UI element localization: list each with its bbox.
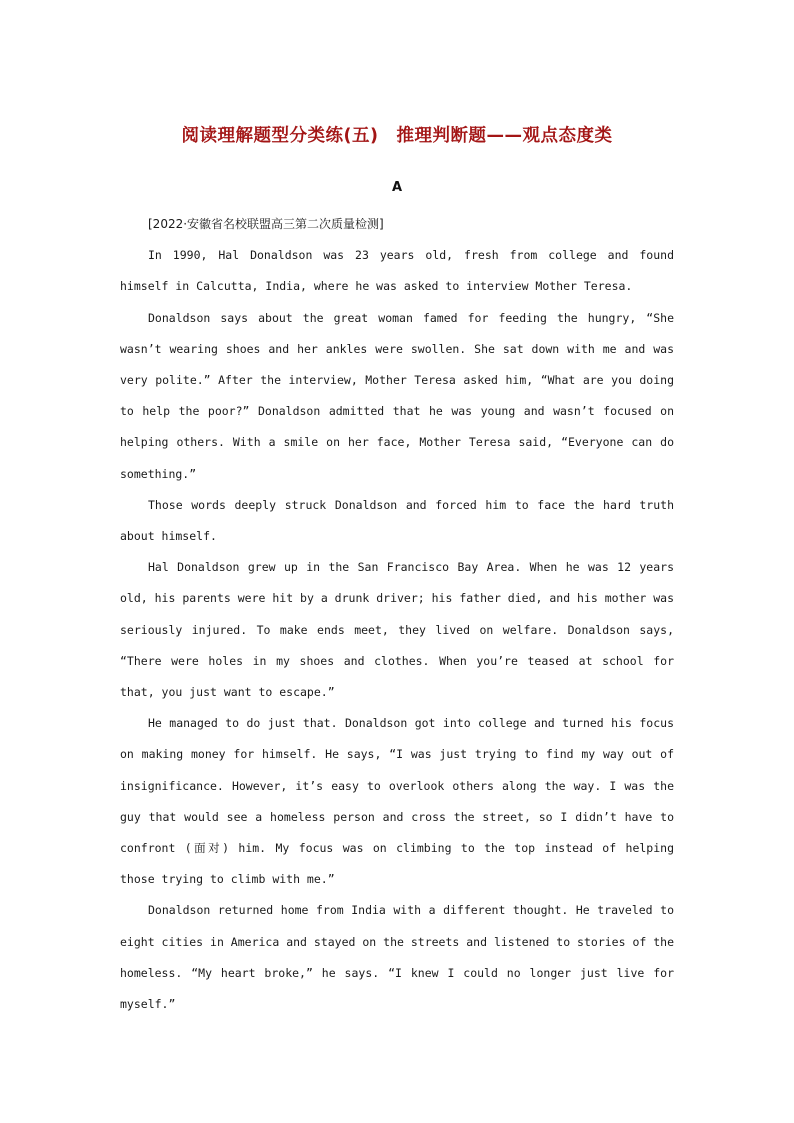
paragraph: Hal Donaldson grew up in the San Francisco Bay Area. When he was 12 years old, his parents were hit by a drunk driver; his father died, and his mother was seriously injured. To make ends meet, they lived on welfare. Donaldson says, “There were holes in my shoes and clothes. When you’re teased at school for that, you just want to escape.” [120, 560, 674, 700]
paragraph: He managed to do just that. Donaldson got into college and turned his focus on making money for himself. He says, “I was just trying to find my way out of insignificance. However, it’s easy to overlook others along the way. I was the guy that would see a homeless person and cross the street, so I didn’t have to confront (面对) him. My focus was on climbing to the top instead of helping those trying to climb with me.” [120, 716, 674, 887]
passage-body [120, 209, 674, 1020]
source-citation: [2022·安徽省名校联盟高三第二次质量检测] [148, 217, 384, 231]
paragraph: In 1990, Hal Donaldson was 23 years old, fresh from college and found himself in Calcutta, India, where he was asked to interview Mother Teresa. [120, 248, 674, 294]
paragraph: Donaldson returned home from India with a different thought. He traveled to eight cities in America and stayed on the streets and listened to stories of the homeless. “My heart broke,” he says. “I knew I could no longer just live for myself.” [120, 903, 674, 1012]
section-label: A [391, 180, 403, 195]
paragraph: Those words deeply struck Donaldson and forced him to face the hard truth about himself. [120, 497, 674, 544]
paragraph: Donaldson says about the great woman famed for feeding the hungry, “She wasn’t wearing shoes and her ankles were swollen. She sat down with me and was very polite.” After the interview, Mother Teresa asked him, “What are you doing to help the poor?” Donaldson admitted that he was young and wasn’t focused on helping others. With a smile on her face, Mother Teresa said, “Everyone can do something.” [120, 310, 674, 481]
page-title: 阅读理解题型分类练(五) 推理判断题——观点态度类 [181, 126, 613, 146]
